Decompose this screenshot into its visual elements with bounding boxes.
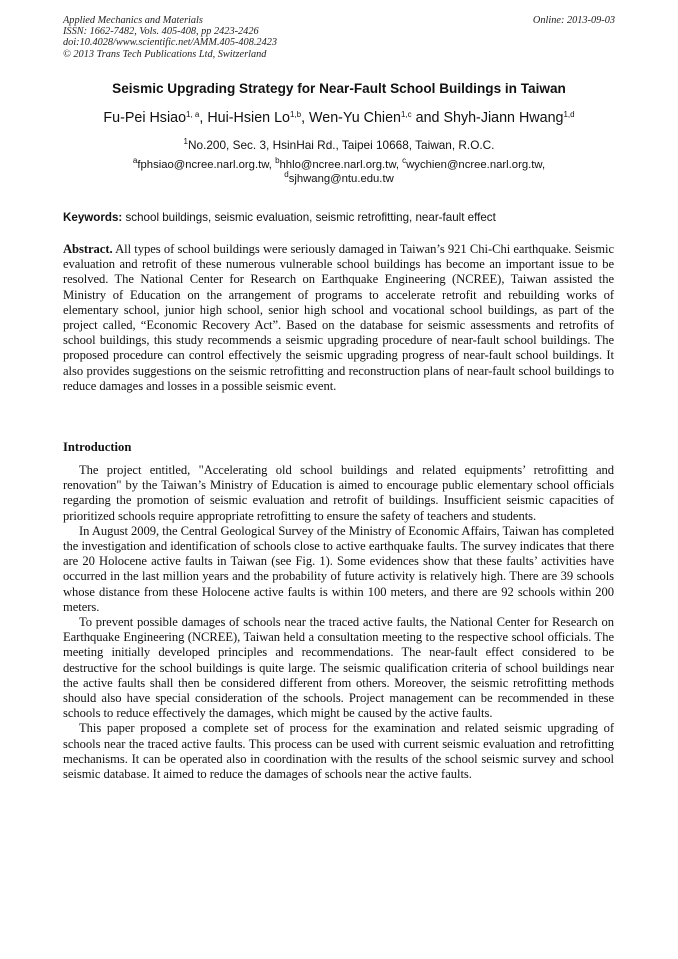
affiliation <box>30 138 648 152</box>
online-date: Online: 2013-09-03 <box>532 15 615 26</box>
keywords-text: school buildings, seismic evaluation, seismic retrofitting, near-fault effect <box>122 211 496 224</box>
author-affil-sup: 1,c <box>400 110 412 119</box>
paragraph: The project entitled, "Accelerating old school buildings and related equipments’ retrofitting and renovation" by the Taiwan’s Ministry of Education is aimed to encourage public elementary school officials regarding the promotion of seismic evaluation and retrofit of buildings. Insufficient seismic capacities of prioritized schools require appropriate retrofitting to ensure the safety of teachers and students. <box>63 463 614 523</box>
paragraph: To prevent possible damages of schools near the traced active faults, the National Center for Research on Earthquake Engineering (NCREE), Taiwan held a consultation meeting to the respective school officials. The meeting initially developed principles and recommendations. The near-fault effect considered to be destructive for the school buildings is quite large. The seismic qualification criteria of school buildings near the active faults shall then be considered different from others. Moreover, the seismic retrofitting methods should also have special consideration of the schools. Project management can be recommended in these schools to reduce effectively the damages, which might be caused by the active faults. <box>63 615 614 721</box>
email-link[interactable]: hhlo@ncree.narl.org.tw <box>279 159 396 171</box>
affiliation-sup: 1 <box>183 137 188 146</box>
author-affil-sup: 1,b <box>289 110 302 119</box>
email-sup: d <box>284 169 289 179</box>
abstract-text: All types of school buildings were seriously damaged in Taiwan’s 921 Chi-Chi earthquake. Seismic evaluation and retrofit of these numerous vulnerable school buildings has become an important issue to be resolved. The National Center for Research on Earthquake Engineering (NCREE), Taiwan assisted the Ministry of Education on the arrangement of programs to accelerate retrofit and rebuilding works of elementary school, junior high school, senior high school and vocational school buildings, as part of the project called, “Economic Recovery Act”. Based on the database for seismic assessments and retrofits of school buildings, this study recommends a seismic upgrading procedure of near-fault school buildings. The proposed procedure can control effectively the seismic upgrading progress of near-fault school buildings. It also provides suggestions on the seismic retrofitting and reconstruction plans of near-fault school buildings to reduce damages and losses in a possible seismic event. <box>63 242 614 393</box>
doi-line[interactable]: doi:10.4028/www.scientific.net/AMM.405-408.2423 <box>63 37 278 49</box>
author-list <box>30 110 648 126</box>
author-name: Fu-Pei Hsiao <box>103 110 187 126</box>
author-separator: , <box>199 110 208 126</box>
email-link[interactable]: wychien@ncree.narl.org.tw <box>406 159 542 171</box>
paper-title: Seismic Upgrading Strategy for Near-Fault School Buildings in Taiwan <box>112 81 566 96</box>
author-separator: and <box>411 110 444 126</box>
keywords <box>63 211 618 224</box>
email-sup: b <box>275 156 280 165</box>
author-name: Hui-Hsien Lo <box>207 110 290 126</box>
publication-info <box>63 15 277 60</box>
issn-line: ISSN: 1662-7482, Vols. 405-408, pp 2423-2426 <box>63 26 259 38</box>
author-emails: $^a$fphsiao@ncree.narl.org.tw, $^b$hhlo@ncree.narl.org.tw, $^c$wychien@ncree.narl.org.tw, $^d$sjhwang@ntu.edu.tw <box>132 156 546 185</box>
copyright-line: © 2013 Trans Tech Publications Ltd, Switzerland <box>63 48 267 60</box>
introduction-body <box>63 463 614 782</box>
journal-name: Applied Mechanics and Materials <box>63 15 203 26</box>
section-heading-introduction: Introduction <box>63 440 132 454</box>
affiliation-text: No.200, Sec. 3, HsinHai Rd., Taipei 10668, Taiwan, R.O.C. <box>188 138 495 152</box>
author-name: Shyh-Jiann Hwang <box>443 110 564 126</box>
abstract <box>63 242 614 394</box>
keywords-label: Keywords: <box>63 211 123 224</box>
email-link[interactable]: sjhwang@ntu.edu.tw <box>288 172 394 185</box>
email-sup: c <box>402 156 407 165</box>
abstract-label: Abstract. <box>63 242 113 256</box>
email-sup: a <box>132 156 138 165</box>
paragraph: In August 2009, the Central Geological Survey of the Ministry of Economic Affairs, Taiwan has completed the investigation and identification of schools close to active earthquake faults. The survey indicates that there are 20 Holocene active faults in Taiwan (see Fig. 1). Some evidences show that these faults’ activities have occurred in the last million years and the probability of future activity is relatively high. There are 39 schools whose distance from these Holocene active faults is within 100 meters, and there are 92 schools within 200 meters. <box>63 523 614 614</box>
author-separator: , <box>301 110 310 126</box>
author-affil-sup: 1, a <box>186 110 200 119</box>
author-name: Wen-Yu Chien <box>309 110 401 126</box>
email-link[interactable]: fphsiao@ncree.narl.org.tw <box>137 159 269 171</box>
author-affil-sup: 1,d <box>563 110 575 119</box>
paragraph: This paper proposed a complete set of process for the examination and related seismic upgrading of schools near the traced active faults. This process can be used with current seismic evaluation and retrofitting mechanisms. It can be operated also in coordination with the results of the school seismic survey and school seismic database. It aimed to reduce the damages of schools near the active faults. <box>63 721 614 782</box>
